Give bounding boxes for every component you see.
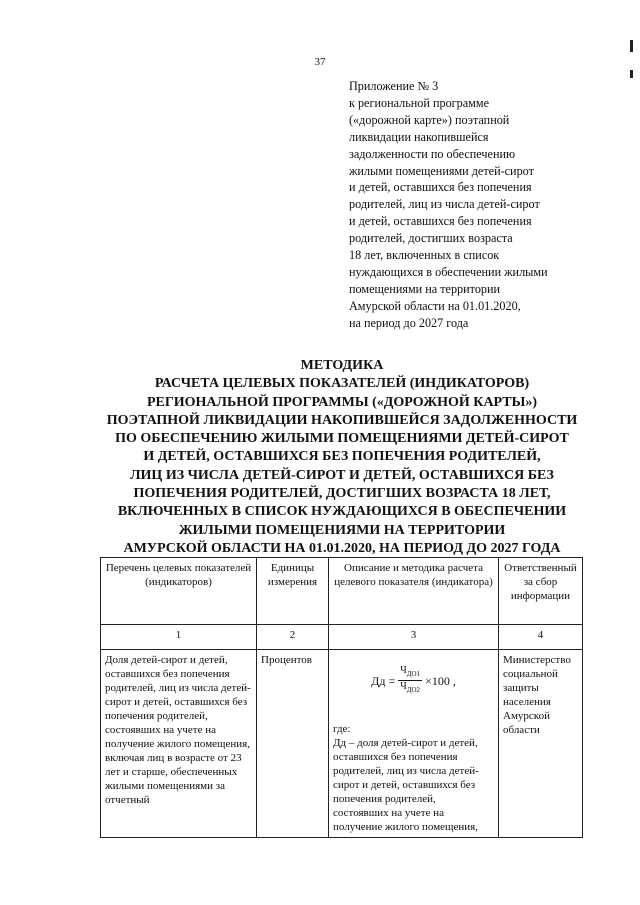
title-line: ВКЛЮЧЕННЫХ В СПИСОК НУЖДАЮЩИХСЯ В ОБЕСПЕЧЕНИИ	[117, 504, 567, 520]
indicators-table	[100, 557, 583, 838]
document-title	[92, 357, 592, 558]
annex-line: ликвидации накопившейся	[349, 129, 489, 144]
title-line: МЕТОДИКА	[300, 358, 384, 373]
description-text: Дд – доля детей-сирот и детей, оставшихся без попечения родителей, лиц из числа детей-сирот и детей, оставшихся без попечения родителей, состоявших на учете на получение жилого помещения,	[333, 737, 479, 833]
header-units: Единицы измерения	[257, 558, 329, 625]
column-number: 2	[257, 625, 329, 650]
annex-line: жилыми помещениями детей-сирот	[349, 163, 534, 178]
scan-edge-mark	[630, 70, 633, 78]
page-number: 37	[314, 56, 326, 68]
annex-line: задолженности по обеспечению	[349, 146, 516, 161]
title-line: АМУРСКОЙ ОБЛАСТИ НА 01.01.2020, НА ПЕРИОД ДО 2027 ГОДА	[123, 540, 561, 556]
annex-heading	[349, 78, 619, 332]
annex-line: 18 лет, включенных в список	[349, 248, 500, 263]
formula	[333, 665, 494, 696]
annex-line: Приложение № 3	[349, 79, 439, 93]
table-header-row	[101, 558, 583, 625]
title-line: ПО ОБЕСПЕЧЕНИЮ ЖИЛЫМИ ПОМЕЩЕНИЯМИ ДЕТЕЙ-СИРОТ	[115, 431, 569, 447]
denominator-subscript: ДО2	[406, 686, 421, 694]
title-line: ЛИЦ ИЗ ЧИСЛА ДЕТЕЙ-СИРОТ И ДЕТЕЙ, ОСТАВШИХСЯ БЕЗ	[130, 467, 554, 483]
annex-line: («дорожной карте») поэтапной	[349, 112, 510, 127]
annex-line: и детей, оставшихся без попечения	[349, 214, 532, 229]
title-line: ПОЭТАПНОЙ ЛИКВИДАЦИИ НАКОПИВШЕЙСЯ ЗАДОЛЖЕННОСТИ	[106, 412, 578, 428]
annex-line: родителей, лиц из числа детей-сирот	[349, 197, 540, 212]
scan-edge-mark	[630, 40, 633, 52]
annex-line: к региональной программе	[349, 95, 489, 110]
description-cell	[329, 650, 499, 838]
title-line: РАСЧЕТА ЦЕЛЕВЫХ ПОКАЗАТЕЛЕЙ (ИНДИКАТОРОВ)	[154, 376, 530, 392]
formula-multiplier: ×100 ,	[425, 673, 456, 688]
unit-cell: Процентов	[257, 650, 329, 838]
annex-line: на период до 2027 года	[349, 315, 469, 330]
annex-line: Амурской области на 01.01.2020,	[349, 298, 521, 313]
table-row	[101, 650, 583, 838]
column-number: 1	[101, 625, 257, 650]
title-line: ПОПЕЧЕНИЯ РОДИТЕЛЕЙ, ДОСТИГШИХ ВОЗРАСТА 18 ЛЕТ,	[133, 486, 551, 502]
denominator-symbol: Ч	[400, 681, 407, 692]
title-line: И ДЕТЕЙ, ОСТАВШИХСЯ БЕЗ ПОПЕЧЕНИЯ РОДИТЕЛЕЙ,	[143, 449, 541, 465]
title-line: РЕГИОНАЛЬНОЙ ПРОГРАММЫ («ДОРОЖНОЙ КАРТЫ»)	[146, 394, 538, 410]
column-number: 3	[329, 625, 499, 650]
numerator-symbol: Ч	[400, 665, 407, 676]
responsible-cell: Министерство социальной защиты населения Амурской области	[499, 650, 583, 838]
formula-numerator	[398, 665, 422, 681]
column-number: 4	[499, 625, 583, 650]
annex-line: нуждающихся в обеспечении жилыми	[349, 264, 548, 279]
header-description: Описание и методика расчета целевого показателя (индикатора)	[329, 558, 499, 625]
where-label: где:	[333, 723, 351, 735]
annex-line: и детей, оставшихся без попечения	[349, 180, 532, 195]
column-number-row	[101, 625, 583, 650]
formula-fraction	[398, 665, 422, 696]
annex-line: родителей, достигших возраста	[349, 231, 513, 246]
title-line: ЖИЛЫМИ ПОМЕЩЕНИЯМИ НА ТЕРРИТОРИИ	[178, 522, 506, 538]
annex-line: помещениями на территории	[349, 281, 501, 296]
formula-denominator	[398, 681, 422, 696]
formula-lhs: Дд =	[371, 673, 396, 688]
header-indicators: Перечень целевых показателей (индикаторов)	[101, 558, 257, 625]
header-responsible: Ответственный за сбор информации	[499, 558, 583, 625]
indicator-cell: Доля детей-сирот и детей, оставшихся без попечения родителей, лиц из числа детей-сирот и детей, оставшихся без попечения родителей, состоявших на учете на получение жилого помещения, включая лиц в возрасте от 23 лет и старше, обеспеченных жилыми помещениями за отчетный	[101, 650, 257, 838]
numerator-subscript: ДО1	[406, 670, 421, 678]
